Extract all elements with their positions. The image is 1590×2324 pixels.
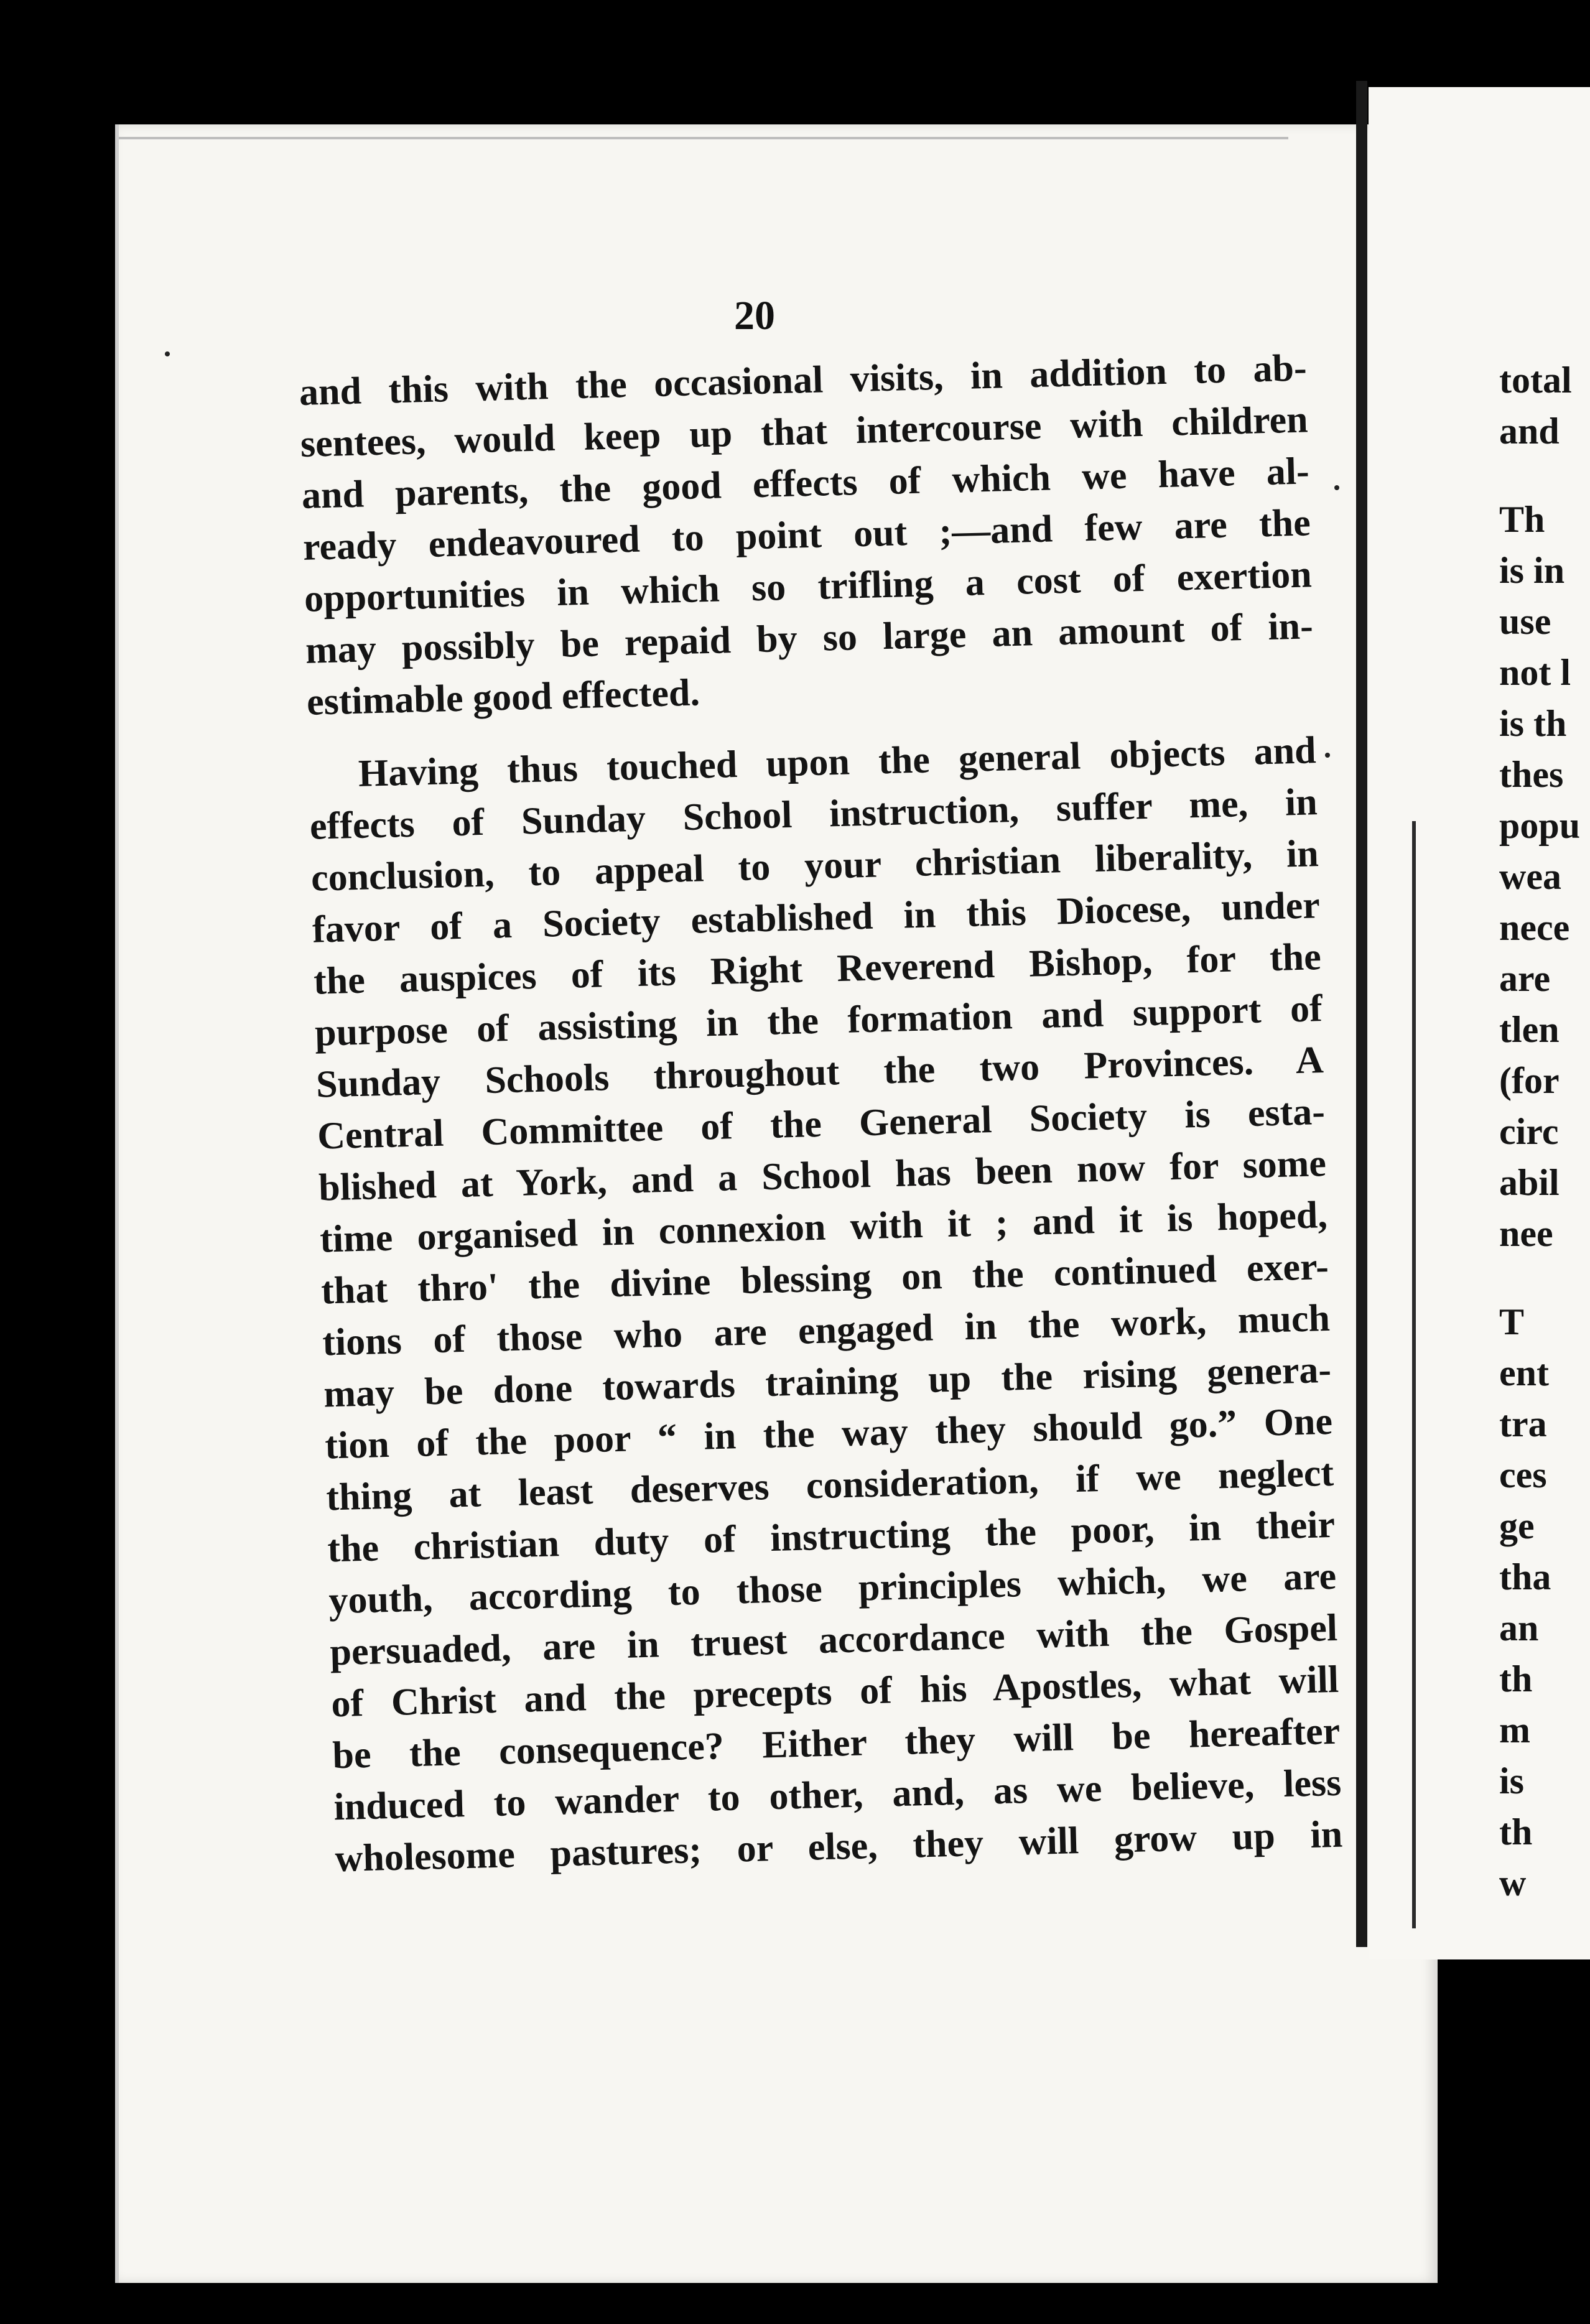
right-page-fragment: ge [1499, 1505, 1535, 1546]
text-line: may possibly be repaid by so large an amount of in- [305, 605, 1314, 672]
text-line: ready endeavoured to point out ;—and few are the [302, 501, 1311, 569]
right-page-fragment: is [1499, 1760, 1525, 1801]
text-line: persuaded, are in truest accordance with the Gospel [329, 1606, 1338, 1674]
text-line: of Christ and the precepts of his Apostles, what will [330, 1658, 1339, 1726]
text-line: sentees, would keep up that intercourse with children [300, 398, 1309, 465]
text-line: youth, according to those principles which, we are [328, 1555, 1337, 1622]
right-page-fragment: (for [1499, 1060, 1560, 1101]
text-line: tions of those who are engaged in the work, much [322, 1296, 1331, 1364]
right-page-fragment: ent [1499, 1352, 1549, 1393]
right-page-fragment: T [1499, 1301, 1525, 1342]
text-line: and parents, the good effects of which we have al- [301, 450, 1310, 517]
right-page-fragment: m [1499, 1709, 1530, 1750]
book-gutter [1356, 81, 1367, 1947]
right-page-fragment: use [1499, 601, 1551, 642]
text-line: be the consequence? Either they will be hereafter [332, 1709, 1341, 1777]
text-line: wholesome pastures; or else, they will grow up in [334, 1813, 1343, 1880]
text-line: thing at least deserves consideration, if we neglect [325, 1451, 1334, 1519]
text-line: that thro' the divine blessing on the continued exer- [320, 1245, 1329, 1313]
text-line: Having thus touched upon the general objects and [358, 729, 1317, 795]
right-page-fragment: not l [1499, 652, 1571, 693]
text-line: Sunday Schools throughout the two Provinces. A [315, 1039, 1324, 1106]
text-line: and this with the occasional visits, in addition to ab- [299, 346, 1308, 414]
right-page-fragment: Th [1499, 499, 1545, 540]
right-page-fragment [1499, 1259, 1580, 1296]
text-line: favor of a Society established in this Diocese, under [312, 884, 1321, 951]
right-page-fragment: th [1499, 1811, 1533, 1852]
right-page-fragment: tha [1499, 1556, 1551, 1597]
text-line: Central Committee of the General Society is esta- [317, 1090, 1326, 1158]
right-page-fragment: thes [1499, 754, 1564, 795]
right-page-fragment: tra [1499, 1403, 1547, 1444]
right-page-fragment: popu [1499, 805, 1581, 846]
text-line: opportunities in which so trifling a cost of exertion [304, 553, 1313, 620]
right-page-cropped-text [1499, 355, 1580, 1908]
page-edge-line [119, 137, 1288, 139]
right-page-fragment: tlen [1499, 1009, 1560, 1050]
right-page-fragment: th [1499, 1658, 1533, 1699]
text-line: time organised in connexion with it ; and it is hoped, [319, 1194, 1328, 1261]
right-page-fragment: circ [1499, 1111, 1559, 1152]
text-line: blished at York, and a School has been now for some [318, 1142, 1327, 1209]
text-line: conclusion, to appeal to your christian liberality, in [310, 832, 1319, 899]
right-page-edge [1412, 821, 1416, 1928]
right-page-fragment [1499, 457, 1580, 494]
page-number: 20 [734, 293, 775, 338]
right-page-fragment: w [1499, 1862, 1527, 1903]
text-line: the christian duty of instructing the poor, in their [327, 1503, 1336, 1571]
right-page-fragment: an [1499, 1607, 1539, 1648]
ink-speck [1334, 485, 1339, 490]
text-line: may be done towards training up the rising genera- [323, 1348, 1332, 1416]
ink-speck [165, 351, 170, 356]
right-page-fragment: total [1499, 360, 1572, 401]
text-line: purpose of assisting in the formation and support of [314, 987, 1323, 1054]
left-page-body-text [299, 342, 1343, 1885]
text-line: the auspices of its Right Reverend Bishop, for the [313, 936, 1322, 1003]
right-page-fragment: abil [1499, 1162, 1560, 1203]
right-page-fragment: nece [1499, 907, 1570, 948]
right-page-fragment: are [1499, 958, 1551, 999]
right-page-fragment: wea [1499, 856, 1561, 897]
text-line: estimable good effected. [306, 671, 700, 723]
ink-speck [1325, 753, 1330, 758]
right-page-fragment: ces [1499, 1454, 1547, 1495]
text-line: effects of Sunday School instruction, suffer me, in [309, 781, 1318, 848]
right-page-fragment: and [1499, 411, 1560, 452]
right-page-fragment: is th [1499, 703, 1567, 744]
right-page-fragment: is in [1499, 550, 1565, 591]
text-line: tion of the poor “ in the way they should go.” One [324, 1400, 1333, 1467]
right-page-fragment: nee [1499, 1213, 1553, 1254]
text-line: induced to wander to other, and, as we believe, less [333, 1761, 1342, 1829]
